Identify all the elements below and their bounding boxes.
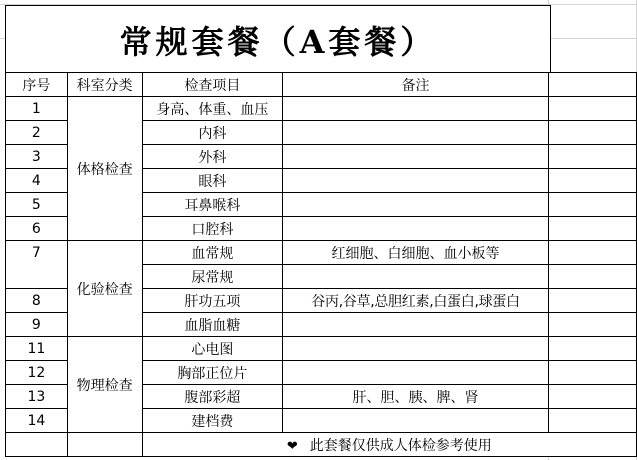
row-note[interactable]: 红细胞、白细胞、血小板等 xyxy=(283,241,548,265)
empty-cell[interactable] xyxy=(548,73,636,97)
row-no[interactable]: 9 xyxy=(6,313,68,337)
row-item[interactable]: 心电图 xyxy=(142,337,283,361)
empty-cell[interactable] xyxy=(548,97,636,121)
row-note[interactable] xyxy=(283,121,548,145)
row-no[interactable]: 8 xyxy=(6,289,68,313)
row-item[interactable]: 耳鼻喉科 xyxy=(142,193,283,217)
empty-cell[interactable] xyxy=(548,385,636,409)
row-no[interactable]: 6 xyxy=(6,217,68,241)
table-row xyxy=(6,97,637,121)
row-note[interactable] xyxy=(283,193,548,217)
header-note[interactable]: 备注 xyxy=(283,73,548,97)
row-note[interactable] xyxy=(283,409,548,433)
row-item[interactable]: 建档费 xyxy=(142,409,283,433)
row-note[interactable] xyxy=(283,145,548,169)
empty-cell[interactable] xyxy=(548,241,636,265)
empty-cell[interactable] xyxy=(548,217,636,241)
row-item[interactable]: 血常规 xyxy=(142,241,283,265)
row-item[interactable]: 肝功五项 xyxy=(142,289,283,313)
row-no[interactable]: 11 xyxy=(6,337,68,361)
dept-imaging[interactable]: 物理检查 xyxy=(67,337,142,433)
header-row xyxy=(6,73,637,97)
empty-cell[interactable] xyxy=(67,433,142,457)
row-note[interactable] xyxy=(283,97,548,121)
dept-physical[interactable]: 体格检查 xyxy=(67,97,142,241)
row-item[interactable]: 眼科 xyxy=(142,169,283,193)
row-item[interactable]: 口腔科 xyxy=(142,217,283,241)
heart-icon: ❤ xyxy=(286,438,298,454)
dept-lab[interactable]: 化验检查 xyxy=(67,241,142,337)
header-item[interactable]: 检查项目 xyxy=(142,73,283,97)
empty-cell[interactable] xyxy=(548,169,636,193)
row-no[interactable]: 1 xyxy=(6,97,68,121)
row-item[interactable]: 身高、体重、血压 xyxy=(142,97,283,121)
empty-cell[interactable] xyxy=(6,433,68,457)
footer-note: 此套餐仅供成人体检参考使用 xyxy=(309,437,492,454)
row-item[interactable]: 尿常规 xyxy=(142,265,283,289)
row-note[interactable] xyxy=(283,313,548,337)
row-note[interactable] xyxy=(283,217,548,241)
row-note[interactable]: 肝、胆、胰、脾、肾 xyxy=(283,385,548,409)
header-no[interactable]: 序号 xyxy=(6,73,68,97)
title-cell[interactable] xyxy=(5,5,551,73)
footer-note-cell[interactable] xyxy=(142,433,636,457)
row-no[interactable]: 12 xyxy=(6,361,68,385)
row-item[interactable]: 外科 xyxy=(142,145,283,169)
row-note[interactable] xyxy=(283,265,548,289)
footer-row xyxy=(6,433,637,457)
row-note[interactable] xyxy=(283,361,548,385)
row-item[interactable]: 血脂血糖 xyxy=(142,313,283,337)
row-no[interactable]: 13 xyxy=(6,385,68,409)
empty-cell[interactable] xyxy=(548,337,636,361)
empty-cell[interactable] xyxy=(548,361,636,385)
table-row xyxy=(6,241,637,265)
empty-cell[interactable] xyxy=(548,409,636,433)
empty-cell[interactable] xyxy=(548,265,636,289)
row-item[interactable]: 内科 xyxy=(142,121,283,145)
table-row xyxy=(6,337,637,361)
empty-cell[interactable] xyxy=(548,289,636,313)
empty-cell[interactable] xyxy=(548,145,636,169)
header-dept[interactable]: 科室分类 xyxy=(67,73,142,97)
sheet-title: 常规套餐（A套餐） xyxy=(119,22,437,61)
row-no[interactable]: 5 xyxy=(6,193,68,217)
row-no[interactable]: 2 xyxy=(6,121,68,145)
row-item[interactable]: 胸部正位片 xyxy=(142,361,283,385)
empty-cell[interactable] xyxy=(548,193,636,217)
row-note[interactable]: 谷丙,谷草,总胆红素,白蛋白,球蛋白 xyxy=(283,289,548,313)
row-note[interactable] xyxy=(283,337,548,361)
row-item[interactable]: 腹部彩超 xyxy=(142,385,283,409)
row-no[interactable]: 7 xyxy=(6,241,68,265)
row-no[interactable]: 4 xyxy=(6,169,68,193)
row-note[interactable] xyxy=(283,169,548,193)
package-table xyxy=(5,72,637,457)
row-no[interactable]: 3 xyxy=(6,145,68,169)
row-no[interactable]: 14 xyxy=(6,409,68,433)
empty-cell[interactable] xyxy=(548,313,636,337)
empty-cell[interactable] xyxy=(548,121,636,145)
row-no[interactable] xyxy=(6,265,68,289)
